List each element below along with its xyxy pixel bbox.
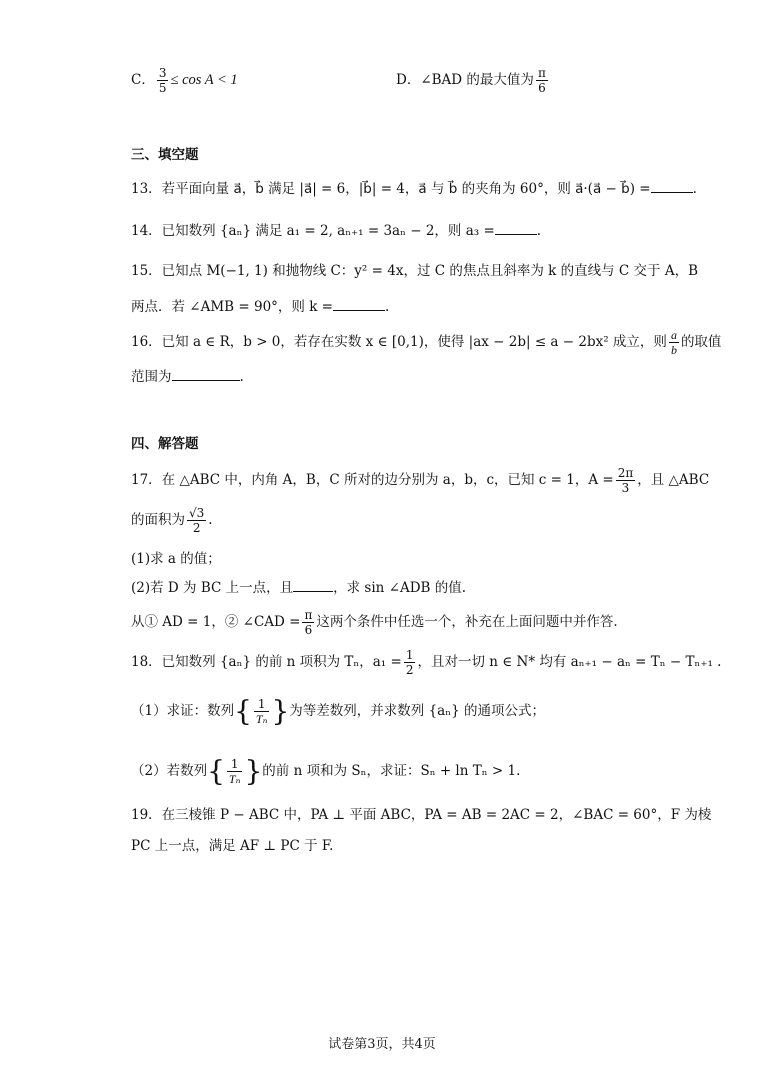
question-15-line2: 两点．若 ∠AMB = 90°，则 k = . bbox=[131, 296, 389, 317]
q17-conditions bbox=[131, 608, 618, 637]
q18-part2-left-brace: { bbox=[207, 754, 225, 788]
q17-area-fraction bbox=[187, 506, 206, 535]
q18-a1-fraction bbox=[404, 648, 416, 677]
q15-line2-text: 两点．若 ∠AMB = 90°，则 k = bbox=[131, 299, 333, 315]
q16-fraction bbox=[669, 328, 679, 357]
question-18-line1 bbox=[131, 648, 721, 677]
q18-part2-numerator: 1 bbox=[227, 757, 243, 772]
q18-part2-b: 的前 n 项和为 Sₙ，求证：Sₙ + ln Tₙ > 1. bbox=[262, 763, 521, 779]
q17-condition-blank bbox=[293, 577, 333, 592]
question-17-line2 bbox=[131, 506, 213, 535]
option-c-label: C． bbox=[131, 72, 155, 88]
q16-denominator: b bbox=[670, 343, 677, 357]
q17-part2 bbox=[131, 577, 466, 598]
option-d-denominator: 6 bbox=[538, 81, 546, 95]
q18-part1-b: 为等差数列，并求数列 {aₙ} 的通项公式； bbox=[289, 703, 545, 719]
q18-a1-numerator: 1 bbox=[405, 648, 414, 662]
q18-part2-fraction bbox=[227, 757, 243, 786]
q18-part2-denominator: Tₙ bbox=[228, 772, 241, 786]
option-d-expression: ∠BAD 的最大值为 bbox=[420, 72, 534, 88]
q17-cond-fraction bbox=[302, 608, 314, 637]
q18-part1-right-brace: } bbox=[271, 694, 290, 728]
option-d-numerator: π bbox=[537, 66, 546, 80]
q18-part1 bbox=[131, 694, 545, 728]
q13-text: 13．若平面向量 a⃗，b⃗ 满足 |a⃗| = 6，|b⃗| = 4，a⃗ 与 b⃗ 的夹角为 60°，则 a⃗·(a⃗ − b⃗) = bbox=[131, 181, 651, 197]
q17-cond-a: 从① AD = 1，② ∠CAD = bbox=[131, 614, 301, 630]
question-17-line1 bbox=[131, 466, 709, 495]
option-d-label: D． bbox=[396, 72, 421, 88]
q17-area-numerator: √3 bbox=[189, 506, 205, 520]
q16-answer-blank bbox=[172, 366, 240, 381]
question-16-line1 bbox=[131, 328, 721, 357]
q18-part2-a: （2）若数列 bbox=[131, 763, 208, 779]
option-c-fraction bbox=[157, 66, 169, 95]
q17-cond-denominator: 6 bbox=[304, 623, 313, 637]
q17-line2-a: 的面积为 bbox=[131, 512, 185, 528]
question-19-line2: PC 上一点，满足 AF ⊥ PC 于 F. bbox=[131, 838, 334, 854]
q16-line1-b: 的取值 bbox=[680, 334, 722, 350]
q18-part1-left-brace: { bbox=[234, 694, 252, 728]
option-c-expression: ≤ cos A < 1 bbox=[170, 72, 238, 88]
option-d bbox=[396, 66, 550, 95]
question-19-line1: 19．在三棱锥 P − ABC 中，PA ⊥ 平面 ABC，PA = AB = 2AC = 2，∠BAC = 60°，F 为棱 bbox=[131, 807, 712, 823]
q17-area-denominator: 2 bbox=[192, 521, 201, 535]
question-13: 13．若平面向量 a⃗，b⃗ 满足 |a⃗| = 6，|b⃗| = 4，a⃗ 与 b⃗ 的夹角为 60°，则 a⃗·(a⃗ − b⃗) = . bbox=[131, 178, 697, 199]
page-footer: 试卷第3页，共4页 bbox=[328, 1037, 436, 1052]
q15-answer-blank bbox=[333, 296, 385, 311]
q18-part1-a: （1）求证：数列 bbox=[131, 703, 235, 719]
option-d-fraction bbox=[536, 66, 548, 95]
q18-part1-denominator: Tₙ bbox=[255, 712, 268, 726]
q17-line1-a: 17．在 △ABC 中，内角 A，B，C 所对的边分别为 a，b，c，已知 c = 1，A = bbox=[131, 472, 614, 488]
q17-line2-b: . bbox=[208, 512, 213, 528]
question-14: 14．已知数列 {aₙ} 满足 a₁ = 2, aₙ₊₁ = 3aₙ − 2，则 a₃ = . bbox=[131, 220, 541, 241]
q17-angle-denominator: 3 bbox=[621, 481, 630, 495]
question-15-line1: 15．已知点 M(−1, 1) 和抛物线 C：y² = 4x，过 C 的焦点且斜率为 k 的直线与 C 交于 A，B bbox=[131, 263, 698, 279]
q18-line1-a: 18．已知数列 {aₙ} 的前 n 项积为 Tₙ，a₁ = bbox=[131, 654, 402, 670]
q18-a1-denominator: 2 bbox=[405, 663, 414, 677]
q14-text: 14．已知数列 {aₙ} 满足 a₁ = 2, aₙ₊₁ = 3aₙ − 2，则 a₃ = bbox=[131, 223, 495, 239]
q17-part2-b: ，求 sin ∠ADB 的值. bbox=[333, 580, 467, 596]
q17-line1-b: ，且 △ABC bbox=[637, 472, 710, 488]
section-fill-heading: 三、填空题 bbox=[131, 147, 199, 163]
q18-part2-right-brace: } bbox=[244, 754, 263, 788]
question-16-line2: 范围为 . bbox=[131, 366, 244, 387]
q17-cond-b: 这两个条件中任选一个，补充在上面问题中并作答. bbox=[316, 614, 618, 630]
q16-line2-text: 范围为 bbox=[131, 369, 172, 385]
option-c bbox=[131, 66, 238, 95]
option-c-denominator: 5 bbox=[158, 81, 167, 95]
q17-part2-a: (2)若 D 为 BC 上一点，且 bbox=[131, 580, 294, 596]
option-c-numerator: 3 bbox=[158, 66, 167, 80]
q18-line1-b: ，且对一切 n ∈ N* 均有 aₙ₊₁ − aₙ = Tₙ − Tₙ₊₁ . bbox=[417, 654, 722, 670]
q17-part1: (1)求 a 的值； bbox=[131, 551, 221, 567]
q13-answer-blank bbox=[651, 178, 693, 193]
q17-angle-numerator: 2π bbox=[617, 466, 634, 480]
q17-angle-fraction bbox=[616, 466, 636, 495]
q18-part2 bbox=[131, 754, 521, 788]
q18-part1-fraction bbox=[254, 697, 270, 726]
section-solve-heading: 四、解答题 bbox=[131, 436, 199, 452]
q16-numerator: a bbox=[670, 328, 677, 342]
q14-answer-blank bbox=[495, 220, 537, 235]
q17-cond-numerator: π bbox=[304, 608, 313, 622]
q16-line1-a: 16．已知 a ∈ R，b > 0，若存在实数 x ∈ [0,1)，使得 |ax − 2b| ≤ a − 2bx² 成立，则 bbox=[131, 334, 667, 350]
q18-part1-numerator: 1 bbox=[254, 697, 270, 712]
